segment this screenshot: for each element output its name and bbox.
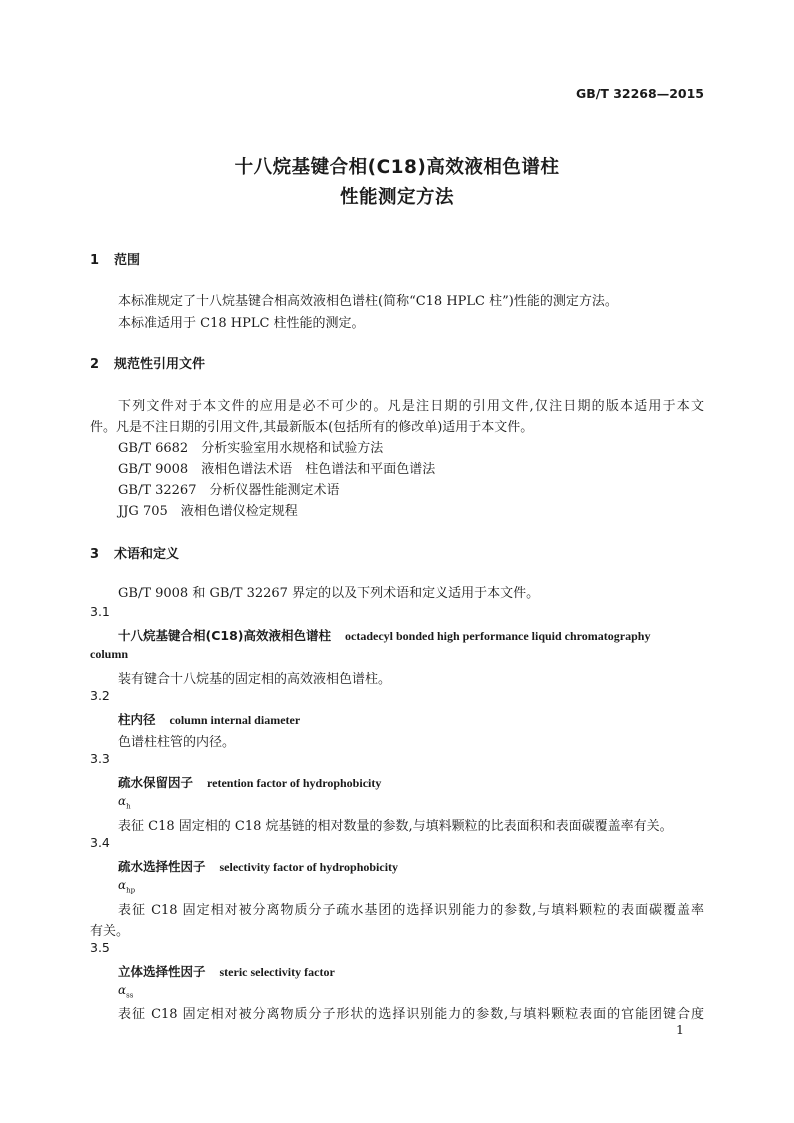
term-definition: 表征 C18 固定相的 C18 烷基链的相对数量的参数,与填料颗粒的比表面积和表面碳覆盖率有关。 — [118, 819, 673, 834]
clause-number: 3.5 — [90, 940, 110, 955]
section-number: 3 — [90, 547, 100, 562]
section-title: 范围 — [114, 253, 141, 268]
standard-code: GB/T 32268—2015 — [575, 86, 704, 101]
term-chinese: 立体选择性因子 — [118, 964, 206, 979]
section-number: 2 — [90, 357, 100, 372]
term-heading — [118, 626, 704, 644]
term-english-continued: column — [90, 647, 129, 661]
symbol-glyph: α — [118, 983, 127, 997]
term-heading — [118, 773, 381, 791]
clause-number: 3.2 — [90, 688, 110, 703]
reference-code: GB/T 32267 — [118, 483, 197, 498]
term-definition-line1: 表征 C18 固定相对被分离物质分子形状的选择识别能力的参数,与填料颗粒表面的官能团键合度 — [118, 1007, 704, 1022]
document-title-line1: 十八烷基键合相(C18)高效液相色谱柱 — [234, 157, 560, 178]
document-title-line2: 性能测定方法 — [339, 187, 454, 208]
section-2-heading — [90, 353, 205, 372]
reference-item — [118, 479, 340, 498]
clause-number: 3.3 — [90, 751, 110, 766]
term-chinese: 柱内径 — [118, 712, 156, 727]
reference-code: JJG 705 — [118, 504, 168, 519]
term-definition: 色谱柱柱管的内径。 — [118, 735, 236, 750]
symbol-subscript: h — [126, 802, 131, 811]
reference-title: 液相色谱法术语 柱色谱法和平面色谱法 — [201, 462, 436, 477]
reference-title: 液相色谱仪检定规程 — [180, 504, 298, 519]
term-chinese: 十八烷基键合相(C18)高效液相色谱柱 — [118, 628, 331, 643]
section-3-intro: GB/T 9008 和 GB/T 32267 界定的以及下列术语和定义适用于本文件。 — [118, 586, 540, 601]
term-chinese: 疏水选择性因子 — [118, 859, 206, 874]
clause-number: 3.4 — [90, 835, 110, 850]
term-heading — [118, 962, 335, 980]
term-english: octadecyl bonded high performance liquid chromatography — [345, 629, 651, 643]
term-definition-line2: 有关。 — [90, 924, 130, 939]
section-3-heading — [90, 543, 179, 562]
reference-item — [118, 437, 383, 456]
section-1-paragraph-1: 本标准规定了十八烷基键合相高效液相色谱柱(简称“C18 HPLC 柱”)性能的测定方法。 — [118, 294, 618, 309]
term-definition-line1: 表征 C18 固定相对被分离物质分子疏水基团的选择识别能力的参数,与填料颗粒的表面碳覆盖率 — [118, 903, 704, 918]
reference-title: 分析实验室用水规格和试验方法 — [201, 441, 384, 456]
term-english: column internal diameter — [169, 713, 301, 727]
section-1-heading — [90, 249, 140, 268]
term-symbol — [118, 983, 133, 999]
reference-title: 分析仪器性能测定术语 — [209, 483, 340, 498]
term-symbol — [118, 878, 135, 894]
clause-number: 3.1 — [90, 604, 110, 619]
term-definition: 装有键合十八烷基的固定相的高效液相色谱柱。 — [118, 672, 392, 687]
term-english: retention factor of hydrophobicity — [207, 776, 382, 790]
symbol-glyph: α — [118, 878, 127, 892]
section-2-paragraph-line2: 件。凡是不注日期的引用文件,其最新版本(包括所有的修改单)适用于本文件。 — [90, 420, 534, 435]
page-number: 1 — [676, 1022, 684, 1037]
reference-code: GB/T 9008 — [118, 462, 189, 477]
section-title: 术语和定义 — [114, 547, 180, 562]
section-title: 规范性引用文件 — [114, 357, 206, 372]
term-heading — [118, 710, 300, 728]
symbol-glyph: α — [118, 794, 127, 808]
reference-item — [118, 500, 298, 519]
section-number: 1 — [90, 253, 100, 268]
term-english: steric selectivity factor — [219, 965, 335, 979]
reference-item — [118, 458, 435, 477]
symbol-subscript: hp — [126, 886, 136, 895]
term-symbol — [118, 794, 131, 810]
term-chinese: 疏水保留因子 — [118, 775, 194, 790]
term-heading — [118, 857, 398, 875]
symbol-subscript: ss — [126, 991, 134, 1000]
reference-code: GB/T 6682 — [118, 441, 189, 456]
section-2-paragraph-line1: 下列文件对于本文件的应用是必不可少的。凡是注日期的引用文件,仅注日期的版本适用于本文 — [118, 399, 704, 414]
term-english: selectivity factor of hydrophobicity — [219, 860, 399, 874]
section-1-paragraph-2: 本标准适用于 C18 HPLC 柱性能的测定。 — [118, 316, 365, 331]
